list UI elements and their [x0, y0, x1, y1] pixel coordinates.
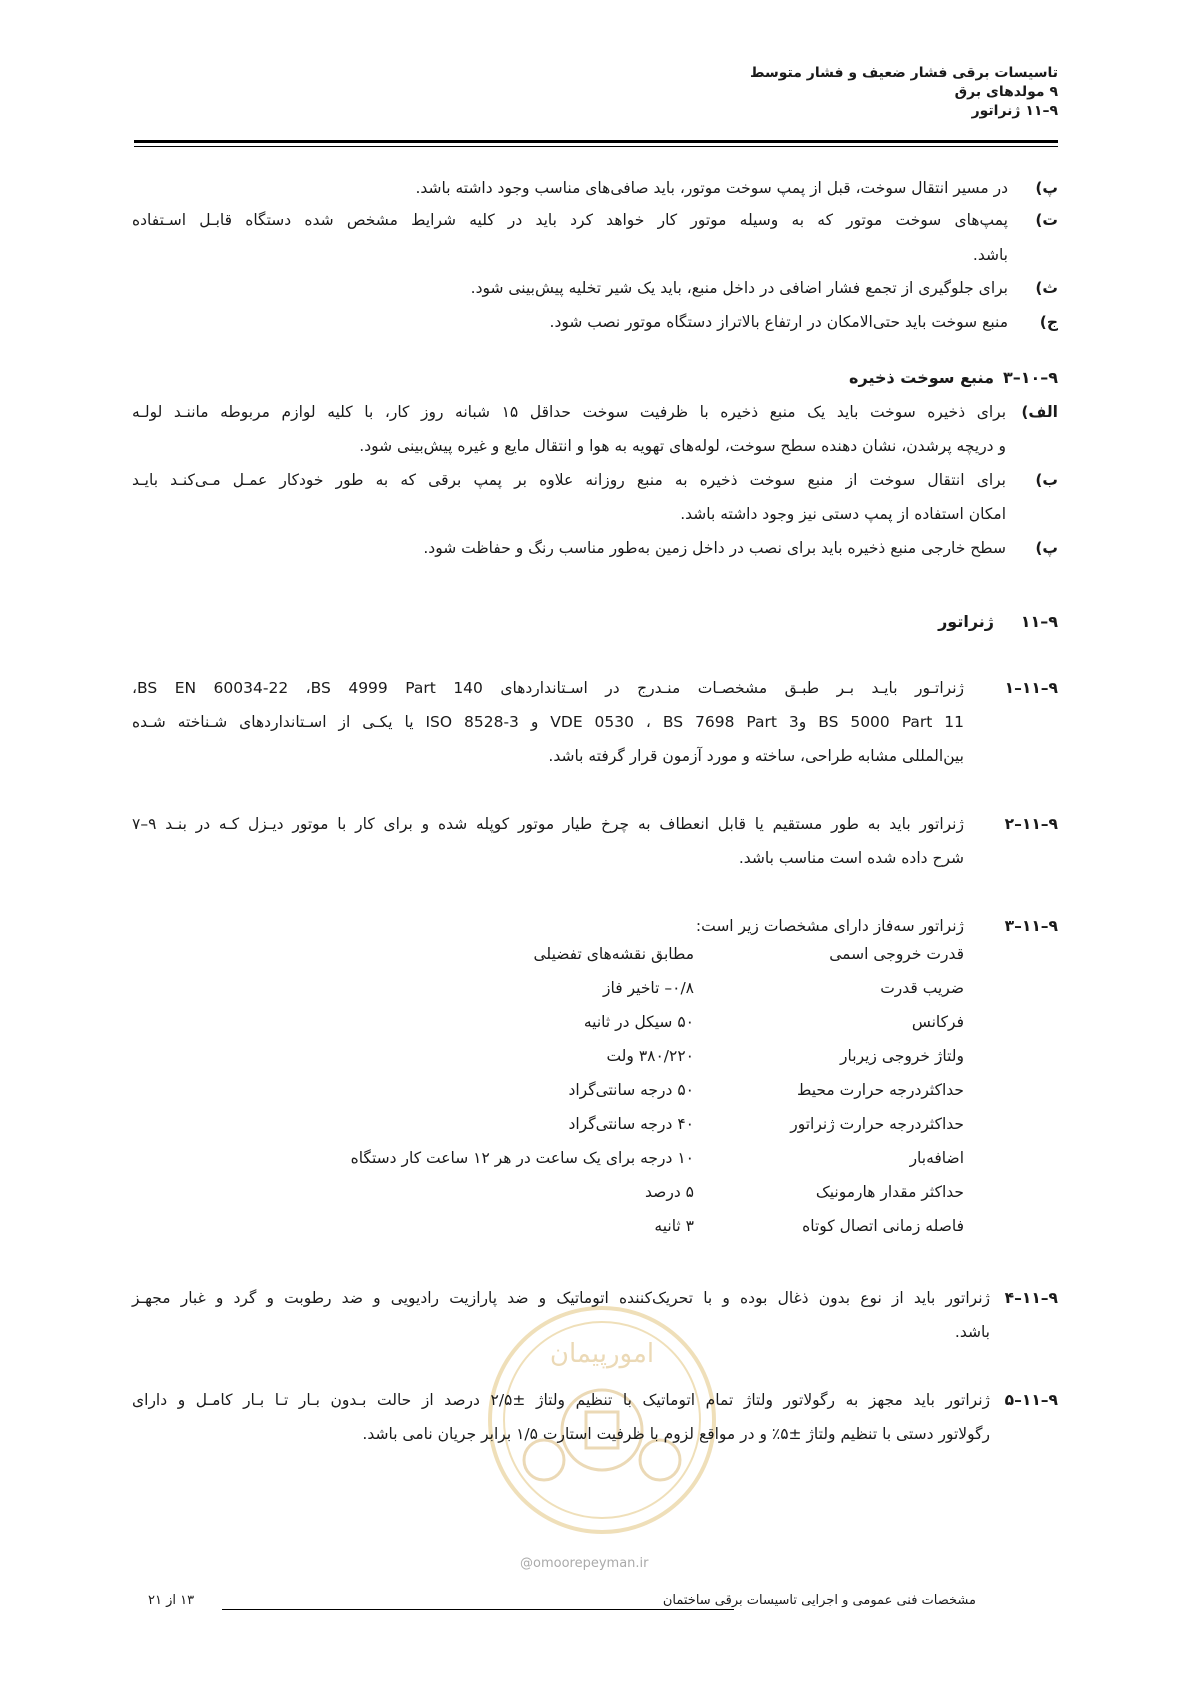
spec-value: ۵۰ درجه سانتی‌گراد — [568, 1081, 694, 1099]
spec-value: ۳۸۰/۲۲۰ ولت — [606, 1047, 694, 1065]
clause-text: ژنراتور باید مجهز به رگولاتور ولتاژ تمام اتوماتیک با تنظیم ولتاژ ±۲/۵ درصد از حالت بـدون بـار تـا بـار کامـل و دارای — [132, 1391, 990, 1409]
spec-row — [144, 945, 964, 975]
spec-name: قدرت خروجی اسمی — [829, 945, 964, 963]
list-item-label: الف) — [1021, 403, 1058, 421]
clause-text: BS 5000 Part 11 وVDE 0530 ، BS 7698 Part 3 و ISO 8528-3 یا یکـی از اسـتانداردهای شـناخته شـده — [132, 713, 964, 731]
list-item-text-cont: و دریچه پرشدن، نشان دهنده سطح سوخت، لوله‌های تهویه به هوا و انتقال مایع و غیره پیش‌بینی شود. — [359, 437, 1006, 455]
list-item-text-cont: امکان استفاده از پمپ دستی نیز وجود داشته باشد. — [680, 505, 1006, 523]
footer-rule — [222, 1609, 734, 1610]
list-item-label: ث) — [1035, 279, 1058, 297]
spec-name: اضافه‌بار — [909, 1149, 964, 1167]
clause-text: ژنراتور باید به طور مستقیم یا قابل انعطاف به چرخ طیار موتور کوپله شده و برای کار با موتور دیـزل کـه در بنـد ۹–۷ — [132, 815, 964, 833]
spec-name: ولتاژ خروجی زیربار — [840, 1047, 964, 1065]
clause-number: ۹–۱۱–۳ — [1004, 917, 1058, 935]
spec-name: حداکثردرجه حرارت ژنراتور — [790, 1115, 964, 1133]
watermark-text: @omoorepeyman.ir — [520, 1556, 649, 1571]
list-item-text: پمپ‌های سوخت موتور که به وسیله موتور کار خواهد کرد باید در کلیه شرایط مشخص شده دستگاه قابـل اسـتفاده — [132, 211, 1008, 229]
header-line-2: ۹ مولدهای برق — [954, 84, 1058, 100]
spec-value: مطابق نقشه‌های تفضیلی — [533, 945, 694, 963]
section-title: منبع سوخت ذخیره — [849, 368, 994, 387]
header-line-3: ۹–۱۱ ژنراتور — [971, 103, 1058, 119]
clause-number: ۹–۱۱–۲ — [1004, 815, 1058, 833]
watermark-logo-text: امورپیمان — [549, 1339, 655, 1369]
clause-text: ژنراتور سه‌فاز دارای مشخصات زیر است: — [695, 917, 964, 935]
list-item-label: ج) — [1039, 313, 1058, 331]
list-item-text: در مسیر انتقال سوخت، قبل از پمپ سوخت موتور، باید صافی‌های مناسب وجود داشته باشد. — [415, 179, 1008, 197]
list-item-text-cont: باشد. — [972, 246, 1008, 264]
spec-row — [144, 1115, 964, 1145]
spec-value: ۴۰ درجه سانتی‌گراد — [568, 1115, 694, 1133]
list-item-label: پ) — [1035, 179, 1058, 197]
spec-value: ۱۰ درجه برای یک ساعت در هر ۱۲ ساعت کار دستگاه — [350, 1149, 694, 1167]
header-rule-thick — [134, 140, 1058, 143]
list-item-label: ت) — [1035, 211, 1058, 229]
clause-text: باشد. — [954, 1323, 990, 1341]
spec-value: ۵ درصد — [645, 1183, 694, 1201]
list-item-text: سطح خارجی منبع ذخیره باید برای نصب در داخل زمین به‌طور مناسب رنگ و حفاظت شود. — [423, 539, 1006, 557]
section-number: ۹–۱۱ — [1020, 612, 1058, 631]
spec-row — [144, 1217, 964, 1247]
spec-row — [144, 1183, 964, 1213]
spec-row — [144, 1013, 964, 1043]
list-item-text: برای انتقال سوخت از منبع سوخت ذخیره به منبع روزانه علاوه بر پمپ برقی که به طور خودکار عمـل مـی‌کنـد بایـد — [132, 471, 1006, 489]
header-line-1: تاسیسات برقی فشار ضعیف و فشار متوسط — [749, 65, 1058, 81]
spec-value: ۵۰ سیکل در ثانیه — [583, 1013, 694, 1031]
spec-name: ضریب قدرت — [880, 979, 964, 997]
list-item-text: برای ذخیره سوخت باید یک منبع ذخیره با ظرفیت سوخت حداقل ۱۵ شبانه روز کار، با کلیه لوازم مربوطه ماننـد لولـه — [132, 403, 1007, 421]
clause-text: ژنراتور باید از نوع بدون ذغال بوده و با تحریک‌کننده اتوماتیک و ضد پارازیت رادیویی و ضد رطوبت و گرد و غبار مجهـز — [132, 1289, 990, 1307]
list-item-text: برای جلوگیری از تجمع فشار اضافی در داخل منبع، باید یک شیر تخلیه پیش‌بینی شود. — [470, 279, 1008, 297]
spec-row — [144, 1081, 964, 1111]
clause-text: شرح داده شده است مناسب باشد. — [738, 849, 964, 867]
clause-text: بین‌المللی مشابه طراحی، ساخته و مورد آزمون قرار گرفته باشد. — [548, 747, 964, 765]
list-item-text: منبع سوخت باید حتی‌الامکان در ارتفاع بالاتراز دستگاه موتور نصب شود. — [549, 313, 1008, 331]
spec-name: فاصله زمانی اتصال کوتاه — [802, 1217, 964, 1235]
page-number: ۱۳ از ۲۱ — [148, 1593, 195, 1608]
header-rule-thin — [134, 146, 1058, 147]
clause-number: ۹–۱۱–۵ — [1004, 1391, 1058, 1409]
spec-name: حداکثر مقدار هارمونیک — [815, 1183, 964, 1201]
page-header — [750, 64, 1058, 121]
list-item-label: پ) — [1035, 539, 1058, 557]
spec-value: ۳ ثانیه — [654, 1217, 694, 1235]
spec-row — [144, 1047, 964, 1077]
clause-text: رگولاتور دستی با تنظیم ولتاژ ±۵٪ و در مواقع لزوم با ظرفیت استارت ۱/۵ برابر جریان نامی باشد. — [362, 1425, 990, 1443]
list-item-label: ب) — [1035, 471, 1058, 489]
section-title: ژنراتور — [938, 612, 994, 631]
spec-name: حداکثردرجه حرارت محیط — [797, 1081, 964, 1099]
spec-value: ۰/۸– تاخیر فاز — [603, 979, 694, 997]
spec-row — [144, 979, 964, 1009]
spec-name: فرکانس — [911, 1013, 964, 1031]
clause-number: ۹–۱۱–۴ — [1004, 1289, 1058, 1307]
section-number: ۹–۱۰–۳ — [1002, 368, 1058, 387]
clause-text: ژنراتـور بایـد بـر طبـق مشخصـات منـدرج در اسـتانداردهای BS EN 60034-22 ،BS 4999 Part 140، — [132, 679, 964, 697]
spec-row — [144, 1149, 964, 1179]
clause-number: ۹–۱۱–۱ — [1004, 679, 1058, 697]
footer-title: مشخصات فنی عمومی و اجرایی تاسیسات برقی ساختمان — [662, 1593, 976, 1608]
